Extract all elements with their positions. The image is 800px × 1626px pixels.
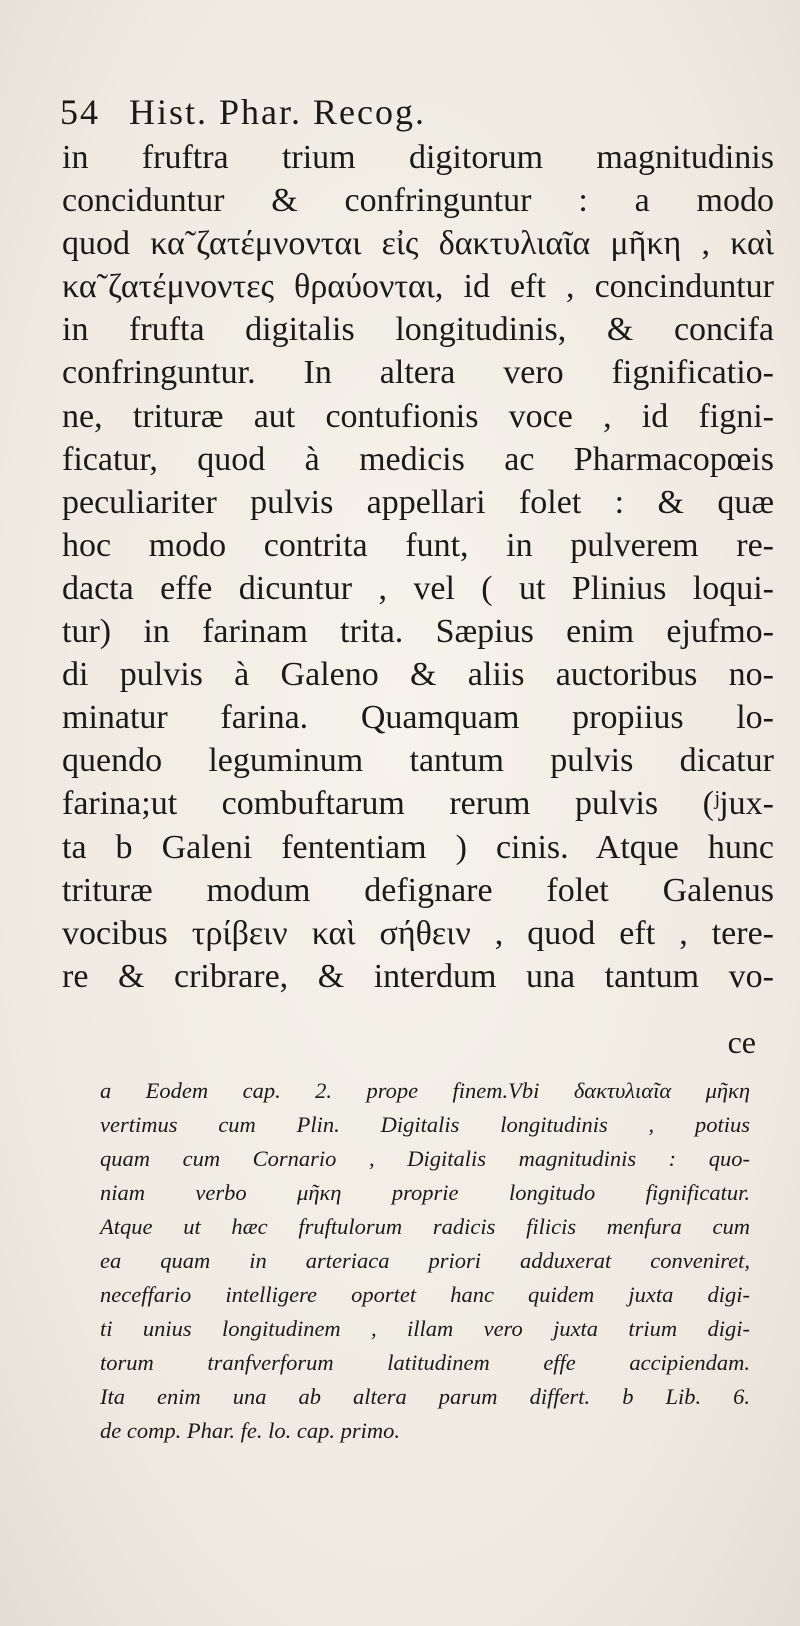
footnote-line: neceffario intelligere oportet hanc quidem juxta digi- [100, 1282, 750, 1307]
body-line: peculiariter pulvis appellari folet : & quæ [62, 483, 774, 521]
body-line: minatur farina. Quamquam propiius lo- [62, 699, 774, 737]
footnote-line: Ita enim una ab altera parum differt. b Lib. 6. [100, 1384, 750, 1409]
footnote-line: niam verbo μῆκη proprie longitudo fignificatur. [100, 1180, 750, 1205]
footnote-line: ti unius longitudinem , illam vero juxta trium digi- [100, 1316, 750, 1341]
running-head [60, 90, 780, 134]
body-text [62, 136, 774, 998]
body-line: confringuntur. In altera vero fignificatio- [62, 354, 774, 392]
body-line: ficatur, quod à medicis ac Pharmacopœis [62, 440, 774, 478]
body-line: dacta effe dicuntur , vel ( ut Plinius loqui- [62, 569, 774, 607]
body-line: quod κα῀ζατέμνονται εἰς δακτυλιαῖα μῆκη , καὶ [62, 225, 774, 263]
running-title: Hist. Phar. Recog. [129, 92, 426, 132]
body-line: re & cribrare, & interdum una tantum vo- [62, 957, 774, 995]
body-line: di pulvis à Galeno & aliis auctoribus no- [62, 656, 774, 694]
body-line: hoc modo contrita funt, in pulverem re- [62, 526, 774, 564]
footnote-line: ea quam in arteriaca priori adduxerat conveniret, [100, 1248, 750, 1273]
footnote-line: a Eodem cap. 2. prope finem.Vbi δακτυλιαῖα μῆκη [100, 1078, 750, 1103]
body-line: tur) in farinam trita. Sæpius enim ejufmo- [62, 613, 774, 651]
body-line: farina;ut combuftarum rerum pulvis (ʲjux- [62, 785, 774, 823]
body-line: trituræ modum defignare folet Galenus [62, 871, 774, 909]
footnote-line: vertimus cum Plin. Digitalis longitudinis , potius [100, 1112, 750, 1137]
body-line: in frufta digitalis longitudinis, & concifa [62, 311, 774, 349]
body-line: vocibus τρίβειν καὶ σήθειν , quod eft , tere- [62, 914, 774, 952]
body-line: conciduntur & confringuntur : a modo [62, 182, 774, 220]
footnote-line: quam cum Cornario , Digitalis magnitudinis : quo- [100, 1146, 750, 1171]
footnote-line: torum tranfverforum latitudinem effe accipiendam. [100, 1350, 750, 1375]
footnote-line: Atque ut hæc fruftulorum radicis filicis menfura cum [100, 1214, 750, 1239]
body-line: in fruftra trium digitorum magnitudinis [62, 139, 774, 176]
catchword: ce [727, 1024, 756, 1060]
page-number: 54 [60, 92, 100, 132]
body-line: ne, trituræ aut contufionis voce , id figni- [62, 397, 774, 435]
body-line: κα῀ζατέμνοντες θραύονται, id eft , concinduntur [62, 268, 774, 306]
body-line: ta b Galeni fententiam ) cinis. Atque hunc [62, 828, 774, 866]
footnote-line: de comp. Phar. fe. lo. cap. primo. [100, 1418, 400, 1443]
body-line: quendo leguminum tantum pulvis dicatur [62, 742, 774, 780]
footnotes [100, 1074, 750, 1448]
